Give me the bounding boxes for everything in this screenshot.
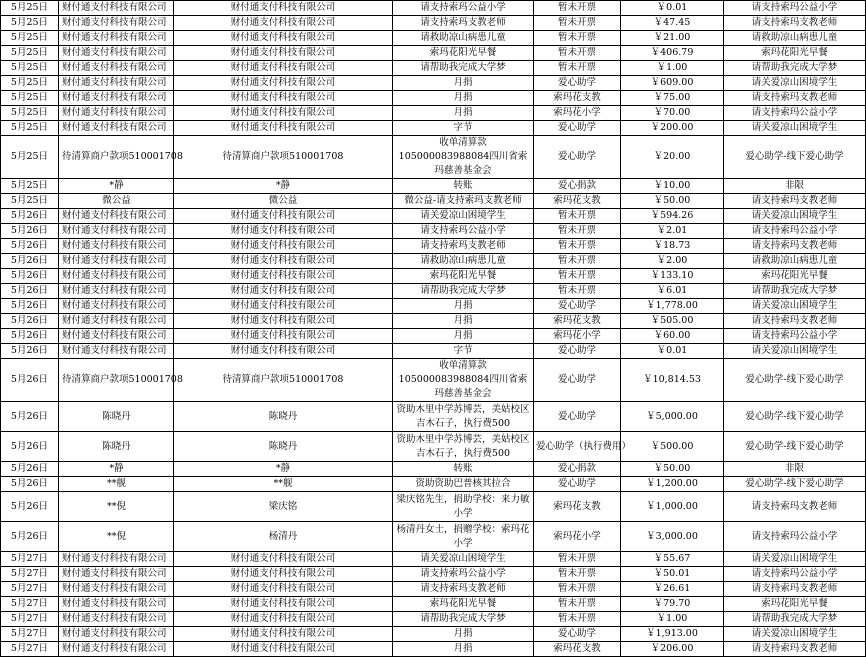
amount-cell: ￥1,913.00	[621, 627, 724, 642]
table-row	[1, 582, 866, 597]
date-cell: 5月26日	[1, 492, 59, 522]
memo-cell: 资助木里中学苏博芸，美姑校区吉木石子，执行费500	[393, 432, 534, 462]
amount-cell: ￥609.00	[621, 76, 724, 91]
donor-cell: **舰	[174, 477, 393, 492]
payer-cell: 待清算商户款项510001708	[59, 136, 174, 179]
donor-cell: 财付通支付科技有限公司	[174, 284, 393, 299]
category-cell: 暂未开票	[534, 239, 621, 254]
donor-cell: 财付通支付科技有限公司	[174, 31, 393, 46]
donor-cell: 财付通支付科技有限公司	[174, 16, 393, 31]
donor-cell: 财付通支付科技有限公司	[174, 1, 393, 16]
payer-cell: 财付通支付科技有限公司	[59, 329, 174, 344]
project-cell: 请支持索玛公益小学	[724, 329, 866, 344]
payer-cell: 财付通支付科技有限公司	[59, 299, 174, 314]
amount-cell: ￥500.00	[621, 432, 724, 462]
table-row	[1, 209, 866, 224]
date-cell: 5月26日	[1, 402, 59, 432]
memo-cell: 请支持索玛支教老师	[393, 16, 534, 31]
date-cell: 5月27日	[1, 597, 59, 612]
date-cell: 5月25日	[1, 1, 59, 16]
donor-cell: 财付通支付科技有限公司	[174, 269, 393, 284]
project-cell: 请支持索玛公益小学	[724, 224, 866, 239]
date-cell: 5月25日	[1, 121, 59, 136]
project-cell: 索玛花阳光早餐	[724, 597, 866, 612]
table-row	[1, 224, 866, 239]
payer-cell: 财付通支付科技有限公司	[59, 31, 174, 46]
donor-cell: 财付通支付科技有限公司	[174, 314, 393, 329]
amount-cell: ￥406.79	[621, 46, 724, 61]
amount-cell: ￥6.01	[621, 284, 724, 299]
payer-cell: **舰	[59, 477, 174, 492]
donor-cell: 财付通支付科技有限公司	[174, 91, 393, 106]
table-row	[1, 402, 866, 432]
ledger-body	[1, 1, 866, 657]
donor-cell: 财付通支付科技有限公司	[174, 121, 393, 136]
amount-cell: ￥60.00	[621, 329, 724, 344]
date-cell: 5月25日	[1, 31, 59, 46]
memo-cell: 请支持索玛公益小学	[393, 567, 534, 582]
amount-cell: ￥1,000.00	[621, 492, 724, 522]
category-cell: 索玛花小学	[534, 106, 621, 121]
category-cell: 暂未开票	[534, 567, 621, 582]
project-cell: 请支持索玛支教老师	[724, 194, 866, 209]
category-cell: 爱心助学	[534, 136, 621, 179]
donor-cell: 财付通支付科技有限公司	[174, 61, 393, 76]
memo-cell: 梁庆铭先生，捐助学校：来力敏小学	[393, 492, 534, 522]
category-cell: 爱心助学	[534, 359, 621, 402]
project-cell: 请关爱凉山困境学生	[724, 552, 866, 567]
project-cell: 请帮助我完成大学梦	[724, 612, 866, 627]
table-row	[1, 567, 866, 582]
amount-cell: ￥505.00	[621, 314, 724, 329]
project-cell: 请关爱凉山困境学生	[724, 299, 866, 314]
amount-cell: ￥1,200.00	[621, 477, 724, 492]
table-row	[1, 432, 866, 462]
donor-cell: 财付通支付科技有限公司	[174, 76, 393, 91]
memo-cell: 索玛花阳光早餐	[393, 597, 534, 612]
donor-cell: 微公益	[174, 194, 393, 209]
project-cell: 请支持索玛支教老师	[724, 239, 866, 254]
category-cell: 暂未开票	[534, 597, 621, 612]
amount-cell: ￥10.00	[621, 179, 724, 194]
table-row	[1, 612, 866, 627]
payer-cell: 财付通支付科技有限公司	[59, 91, 174, 106]
project-cell: 爱心助学-线下爱心助学	[724, 477, 866, 492]
memo-cell: 月捐	[393, 106, 534, 121]
donor-cell: 杨清丹	[174, 522, 393, 552]
date-cell: 5月26日	[1, 254, 59, 269]
date-cell: 5月27日	[1, 582, 59, 597]
project-cell: 请关爱凉山困境学生	[724, 209, 866, 224]
memo-cell: 请帮助我完成大学梦	[393, 284, 534, 299]
donor-cell: 梁庆铭	[174, 492, 393, 522]
category-cell: 爱心助学	[534, 627, 621, 642]
table-row	[1, 269, 866, 284]
payer-cell: 财付通支付科技有限公司	[59, 254, 174, 269]
memo-cell: 月捐	[393, 76, 534, 91]
project-cell: 非限	[724, 179, 866, 194]
payer-cell: 陈晓丹	[59, 432, 174, 462]
amount-cell: ￥18.73	[621, 239, 724, 254]
table-row	[1, 477, 866, 492]
donor-cell: *静	[174, 179, 393, 194]
table-row	[1, 552, 866, 567]
memo-cell: 请支持索玛公益小学	[393, 1, 534, 16]
amount-cell: ￥5,000.00	[621, 402, 724, 432]
category-cell: 索玛花支教	[534, 194, 621, 209]
payer-cell: 财付通支付科技有限公司	[59, 582, 174, 597]
donor-cell: 财付通支付科技有限公司	[174, 46, 393, 61]
category-cell: 暂未开票	[534, 31, 621, 46]
memo-cell: 资助资助巴普核其拉合	[393, 477, 534, 492]
category-cell: 暂未开票	[534, 269, 621, 284]
category-cell: 暂未开票	[534, 16, 621, 31]
date-cell: 5月27日	[1, 612, 59, 627]
table-row	[1, 492, 866, 522]
payer-cell: 财付通支付科技有限公司	[59, 284, 174, 299]
project-cell: 请支持索玛支教老师	[724, 492, 866, 522]
amount-cell: ￥3,000.00	[621, 522, 724, 552]
donor-cell: 财付通支付科技有限公司	[174, 597, 393, 612]
table-row	[1, 284, 866, 299]
payer-cell: 待清算商户款项510001708	[59, 359, 174, 402]
donor-cell: 财付通支付科技有限公司	[174, 567, 393, 582]
project-cell: 爱心助学-线下爱心助学	[724, 432, 866, 462]
memo-cell: 月捐	[393, 642, 534, 657]
amount-cell: ￥0.01	[621, 344, 724, 359]
payer-cell: 财付通支付科技有限公司	[59, 121, 174, 136]
amount-cell: ￥1.00	[621, 61, 724, 76]
date-cell: 5月26日	[1, 299, 59, 314]
amount-cell: ￥10,814.53	[621, 359, 724, 402]
payer-cell: 财付通支付科技有限公司	[59, 612, 174, 627]
memo-cell: 微公益-请支持索玛支教老师	[393, 194, 534, 209]
amount-cell: ￥133.10	[621, 269, 724, 284]
table-row	[1, 642, 866, 657]
memo-cell: 请支持索玛支教老师	[393, 582, 534, 597]
memo-cell: 月捐	[393, 299, 534, 314]
donor-cell: 财付通支付科技有限公司	[174, 582, 393, 597]
donor-cell: 财付通支付科技有限公司	[174, 612, 393, 627]
project-cell: 请支持索玛支教老师	[724, 16, 866, 31]
amount-cell: ￥79.70	[621, 597, 724, 612]
amount-cell: ￥47.45	[621, 16, 724, 31]
date-cell: 5月25日	[1, 179, 59, 194]
payer-cell: 财付通支付科技有限公司	[59, 16, 174, 31]
memo-cell: 资助木里中学苏博芸，美姑校区吉木石子，执行费500	[393, 402, 534, 432]
project-cell: 请支持索玛公益小学	[724, 567, 866, 582]
payer-cell: 财付通支付科技有限公司	[59, 567, 174, 582]
amount-cell: ￥50.01	[621, 567, 724, 582]
payer-cell: 财付通支付科技有限公司	[59, 209, 174, 224]
category-cell: 暂未开票	[534, 209, 621, 224]
amount-cell: ￥21.00	[621, 31, 724, 46]
category-cell: 爱心助学	[534, 121, 621, 136]
donor-cell: *静	[174, 462, 393, 477]
table-row	[1, 462, 866, 477]
table-row	[1, 91, 866, 106]
table-row	[1, 46, 866, 61]
project-cell: 请支持索玛公益小学	[724, 106, 866, 121]
project-cell: 请关爱凉山困境学生	[724, 121, 866, 136]
donor-cell: 财付通支付科技有限公司	[174, 552, 393, 567]
payer-cell: 财付通支付科技有限公司	[59, 344, 174, 359]
payer-cell: 财付通支付科技有限公司	[59, 61, 174, 76]
payer-cell: 微公益	[59, 194, 174, 209]
date-cell: 5月27日	[1, 552, 59, 567]
date-cell: 5月26日	[1, 224, 59, 239]
memo-cell: 月捐	[393, 627, 534, 642]
table-row	[1, 1, 866, 16]
category-cell: 暂未开票	[534, 582, 621, 597]
payer-cell: 财付通支付科技有限公司	[59, 597, 174, 612]
amount-cell: ￥206.00	[621, 642, 724, 657]
amount-cell: ￥50.00	[621, 462, 724, 477]
table-row	[1, 359, 866, 402]
table-row	[1, 522, 866, 552]
project-cell: 请关爱凉山困境学生	[724, 344, 866, 359]
project-cell: 请关爱凉山困境学生	[724, 76, 866, 91]
date-cell: 5月25日	[1, 91, 59, 106]
donor-cell: 陈晓丹	[174, 402, 393, 432]
date-cell: 5月26日	[1, 522, 59, 552]
project-cell: 爱心助学-线下爱心助学	[724, 136, 866, 179]
date-cell: 5月26日	[1, 359, 59, 402]
memo-cell: 字节	[393, 121, 534, 136]
category-cell: 索玛花支教	[534, 91, 621, 106]
memo-cell: 字节	[393, 344, 534, 359]
table-row	[1, 16, 866, 31]
date-cell: 5月26日	[1, 284, 59, 299]
table-row	[1, 106, 866, 121]
payer-cell: 财付通支付科技有限公司	[59, 1, 174, 16]
category-cell: 爱心捐款	[534, 462, 621, 477]
date-cell: 5月26日	[1, 344, 59, 359]
project-cell: 请支持索玛公益小学	[724, 522, 866, 552]
date-cell: 5月26日	[1, 477, 59, 492]
date-cell: 5月25日	[1, 61, 59, 76]
amount-cell: ￥70.00	[621, 106, 724, 121]
project-cell: 请帮助我完成大学梦	[724, 284, 866, 299]
category-cell: 暂未开票	[534, 1, 621, 16]
memo-cell: 请救助凉山病患儿童	[393, 31, 534, 46]
memo-cell: 月捐	[393, 329, 534, 344]
project-cell: 请支持索玛支教老师	[724, 582, 866, 597]
date-cell: 5月25日	[1, 76, 59, 91]
payer-cell: *静	[59, 179, 174, 194]
category-cell: 爱心助学	[534, 477, 621, 492]
category-cell: 暂未开票	[534, 61, 621, 76]
date-cell: 5月25日	[1, 106, 59, 121]
donor-cell: 财付通支付科技有限公司	[174, 239, 393, 254]
donor-cell: 财付通支付科技有限公司	[174, 329, 393, 344]
date-cell: 5月27日	[1, 627, 59, 642]
date-cell: 5月26日	[1, 209, 59, 224]
memo-cell: 收单清算款105000083988084四川省索玛慈善基金会	[393, 136, 534, 179]
memo-cell: 杨清丹女士，捐赠学校：索玛花小学	[393, 522, 534, 552]
donor-cell: 陈晓丹	[174, 432, 393, 462]
table-row	[1, 239, 866, 254]
date-cell: 5月25日	[1, 136, 59, 179]
payer-cell: 财付通支付科技有限公司	[59, 314, 174, 329]
memo-cell: 请关爱凉山困境学生	[393, 552, 534, 567]
table-row	[1, 314, 866, 329]
amount-cell: ￥2.00	[621, 254, 724, 269]
table-row	[1, 194, 866, 209]
project-cell: 爱心助学-线下爱心助学	[724, 402, 866, 432]
date-cell: 5月25日	[1, 46, 59, 61]
table-row	[1, 254, 866, 269]
donor-cell: 财付通支付科技有限公司	[174, 209, 393, 224]
project-cell: 请支持索玛公益小学	[724, 1, 866, 16]
memo-cell: 请救助凉山病患儿童	[393, 254, 534, 269]
donor-cell: 财付通支付科技有限公司	[174, 254, 393, 269]
payer-cell: 财付通支付科技有限公司	[59, 239, 174, 254]
project-cell: 请支持索玛支教老师	[724, 314, 866, 329]
category-cell: 暂未开票	[534, 552, 621, 567]
table-row	[1, 597, 866, 612]
payer-cell: 财付通支付科技有限公司	[59, 269, 174, 284]
category-cell: 暂未开票	[534, 254, 621, 269]
date-cell: 5月26日	[1, 269, 59, 284]
project-cell: 索玛花阳光早餐	[724, 46, 866, 61]
category-cell: 爱心助学	[534, 299, 621, 314]
payer-cell: *静	[59, 462, 174, 477]
payer-cell: **倪	[59, 492, 174, 522]
memo-cell: 索玛花阳光早餐	[393, 46, 534, 61]
table-row	[1, 136, 866, 179]
category-cell: 暂未开票	[534, 612, 621, 627]
amount-cell: ￥0.01	[621, 1, 724, 16]
date-cell: 5月27日	[1, 642, 59, 657]
payer-cell: 财付通支付科技有限公司	[59, 552, 174, 567]
amount-cell: ￥2.01	[621, 224, 724, 239]
payer-cell: 财付通支付科技有限公司	[59, 642, 174, 657]
project-cell: 非限	[724, 462, 866, 477]
date-cell: 5月27日	[1, 567, 59, 582]
category-cell: 暂未开票	[534, 284, 621, 299]
table-row	[1, 31, 866, 46]
donor-cell: 待清算商户款项510001708	[174, 359, 393, 402]
payer-cell: 陈晓丹	[59, 402, 174, 432]
amount-cell: ￥55.67	[621, 552, 724, 567]
memo-cell: 转账	[393, 179, 534, 194]
amount-cell: ￥75.00	[621, 91, 724, 106]
memo-cell: 请支持索玛公益小学	[393, 224, 534, 239]
date-cell: 5月26日	[1, 462, 59, 477]
amount-cell: ￥1.00	[621, 612, 724, 627]
amount-cell: ￥200.00	[621, 121, 724, 136]
category-cell: 索玛花小学	[534, 329, 621, 344]
memo-cell: 请支持索玛支教老师	[393, 239, 534, 254]
payer-cell: 财付通支付科技有限公司	[59, 106, 174, 121]
category-cell: 暂未开票	[534, 46, 621, 61]
table-row	[1, 121, 866, 136]
category-cell: 索玛花支教	[534, 314, 621, 329]
date-cell: 5月26日	[1, 239, 59, 254]
donor-cell: 财付通支付科技有限公司	[174, 299, 393, 314]
amount-cell: ￥20.00	[621, 136, 724, 179]
payer-cell: 财付通支付科技有限公司	[59, 46, 174, 61]
payer-cell: **倪	[59, 522, 174, 552]
table-row	[1, 179, 866, 194]
table-row	[1, 344, 866, 359]
category-cell: 索玛花支教	[534, 492, 621, 522]
memo-cell: 请帮助我完成大学梦	[393, 612, 534, 627]
memo-cell: 请帮助我完成大学梦	[393, 61, 534, 76]
project-cell: 爱心助学-线下爱心助学	[724, 359, 866, 402]
category-cell: 爱心助学	[534, 76, 621, 91]
category-cell: 暂未开票	[534, 224, 621, 239]
amount-cell: ￥1,778.00	[621, 299, 724, 314]
payer-cell: 财付通支付科技有限公司	[59, 627, 174, 642]
memo-cell: 请关爱凉山困境学生	[393, 209, 534, 224]
date-cell: 5月26日	[1, 432, 59, 462]
date-cell: 5月26日	[1, 314, 59, 329]
category-cell: 索玛花支教	[534, 642, 621, 657]
amount-cell: ￥26.61	[621, 582, 724, 597]
category-cell: 爱心捐款	[534, 179, 621, 194]
payer-cell: 财付通支付科技有限公司	[59, 224, 174, 239]
category-cell: 索玛花小学	[534, 522, 621, 552]
memo-cell: 收单清算款105000083988084四川省索玛慈善基金会	[393, 359, 534, 402]
donor-cell: 财付通支付科技有限公司	[174, 224, 393, 239]
table-row	[1, 329, 866, 344]
date-cell: 5月25日	[1, 194, 59, 209]
table-row	[1, 627, 866, 642]
memo-cell: 转账	[393, 462, 534, 477]
amount-cell: ￥50.00	[621, 194, 724, 209]
category-cell: 爱心助学	[534, 402, 621, 432]
memo-cell: 索玛花阳光早餐	[393, 269, 534, 284]
donor-cell: 财付通支付科技有限公司	[174, 627, 393, 642]
memo-cell: 月捐	[393, 91, 534, 106]
project-cell: 请支持索玛支教老师	[724, 642, 866, 657]
table-row	[1, 61, 866, 76]
payer-cell: 财付通支付科技有限公司	[59, 76, 174, 91]
project-cell: 索玛花阳光早餐	[724, 269, 866, 284]
table-row	[1, 76, 866, 91]
project-cell: 请救助凉山病患儿童	[724, 31, 866, 46]
amount-cell: ￥594.26	[621, 209, 724, 224]
table-row	[1, 299, 866, 314]
project-cell: 请帮助我完成大学梦	[724, 61, 866, 76]
donor-cell: 待清算商户款项510001708	[174, 136, 393, 179]
donor-cell: 财付通支付科技有限公司	[174, 642, 393, 657]
date-cell: 5月25日	[1, 16, 59, 31]
project-cell: 请支持索玛支教老师	[724, 91, 866, 106]
memo-cell: 月捐	[393, 314, 534, 329]
category-cell: 爱心助学	[534, 344, 621, 359]
category-cell: 爱心助学（执行费用）	[534, 432, 621, 462]
donor-cell: 财付通支付科技有限公司	[174, 106, 393, 121]
project-cell: 请关爱凉山困境学生	[724, 627, 866, 642]
project-cell: 请救助凉山病患儿童	[724, 254, 866, 269]
date-cell: 5月26日	[1, 329, 59, 344]
donor-cell: 财付通支付科技有限公司	[174, 344, 393, 359]
